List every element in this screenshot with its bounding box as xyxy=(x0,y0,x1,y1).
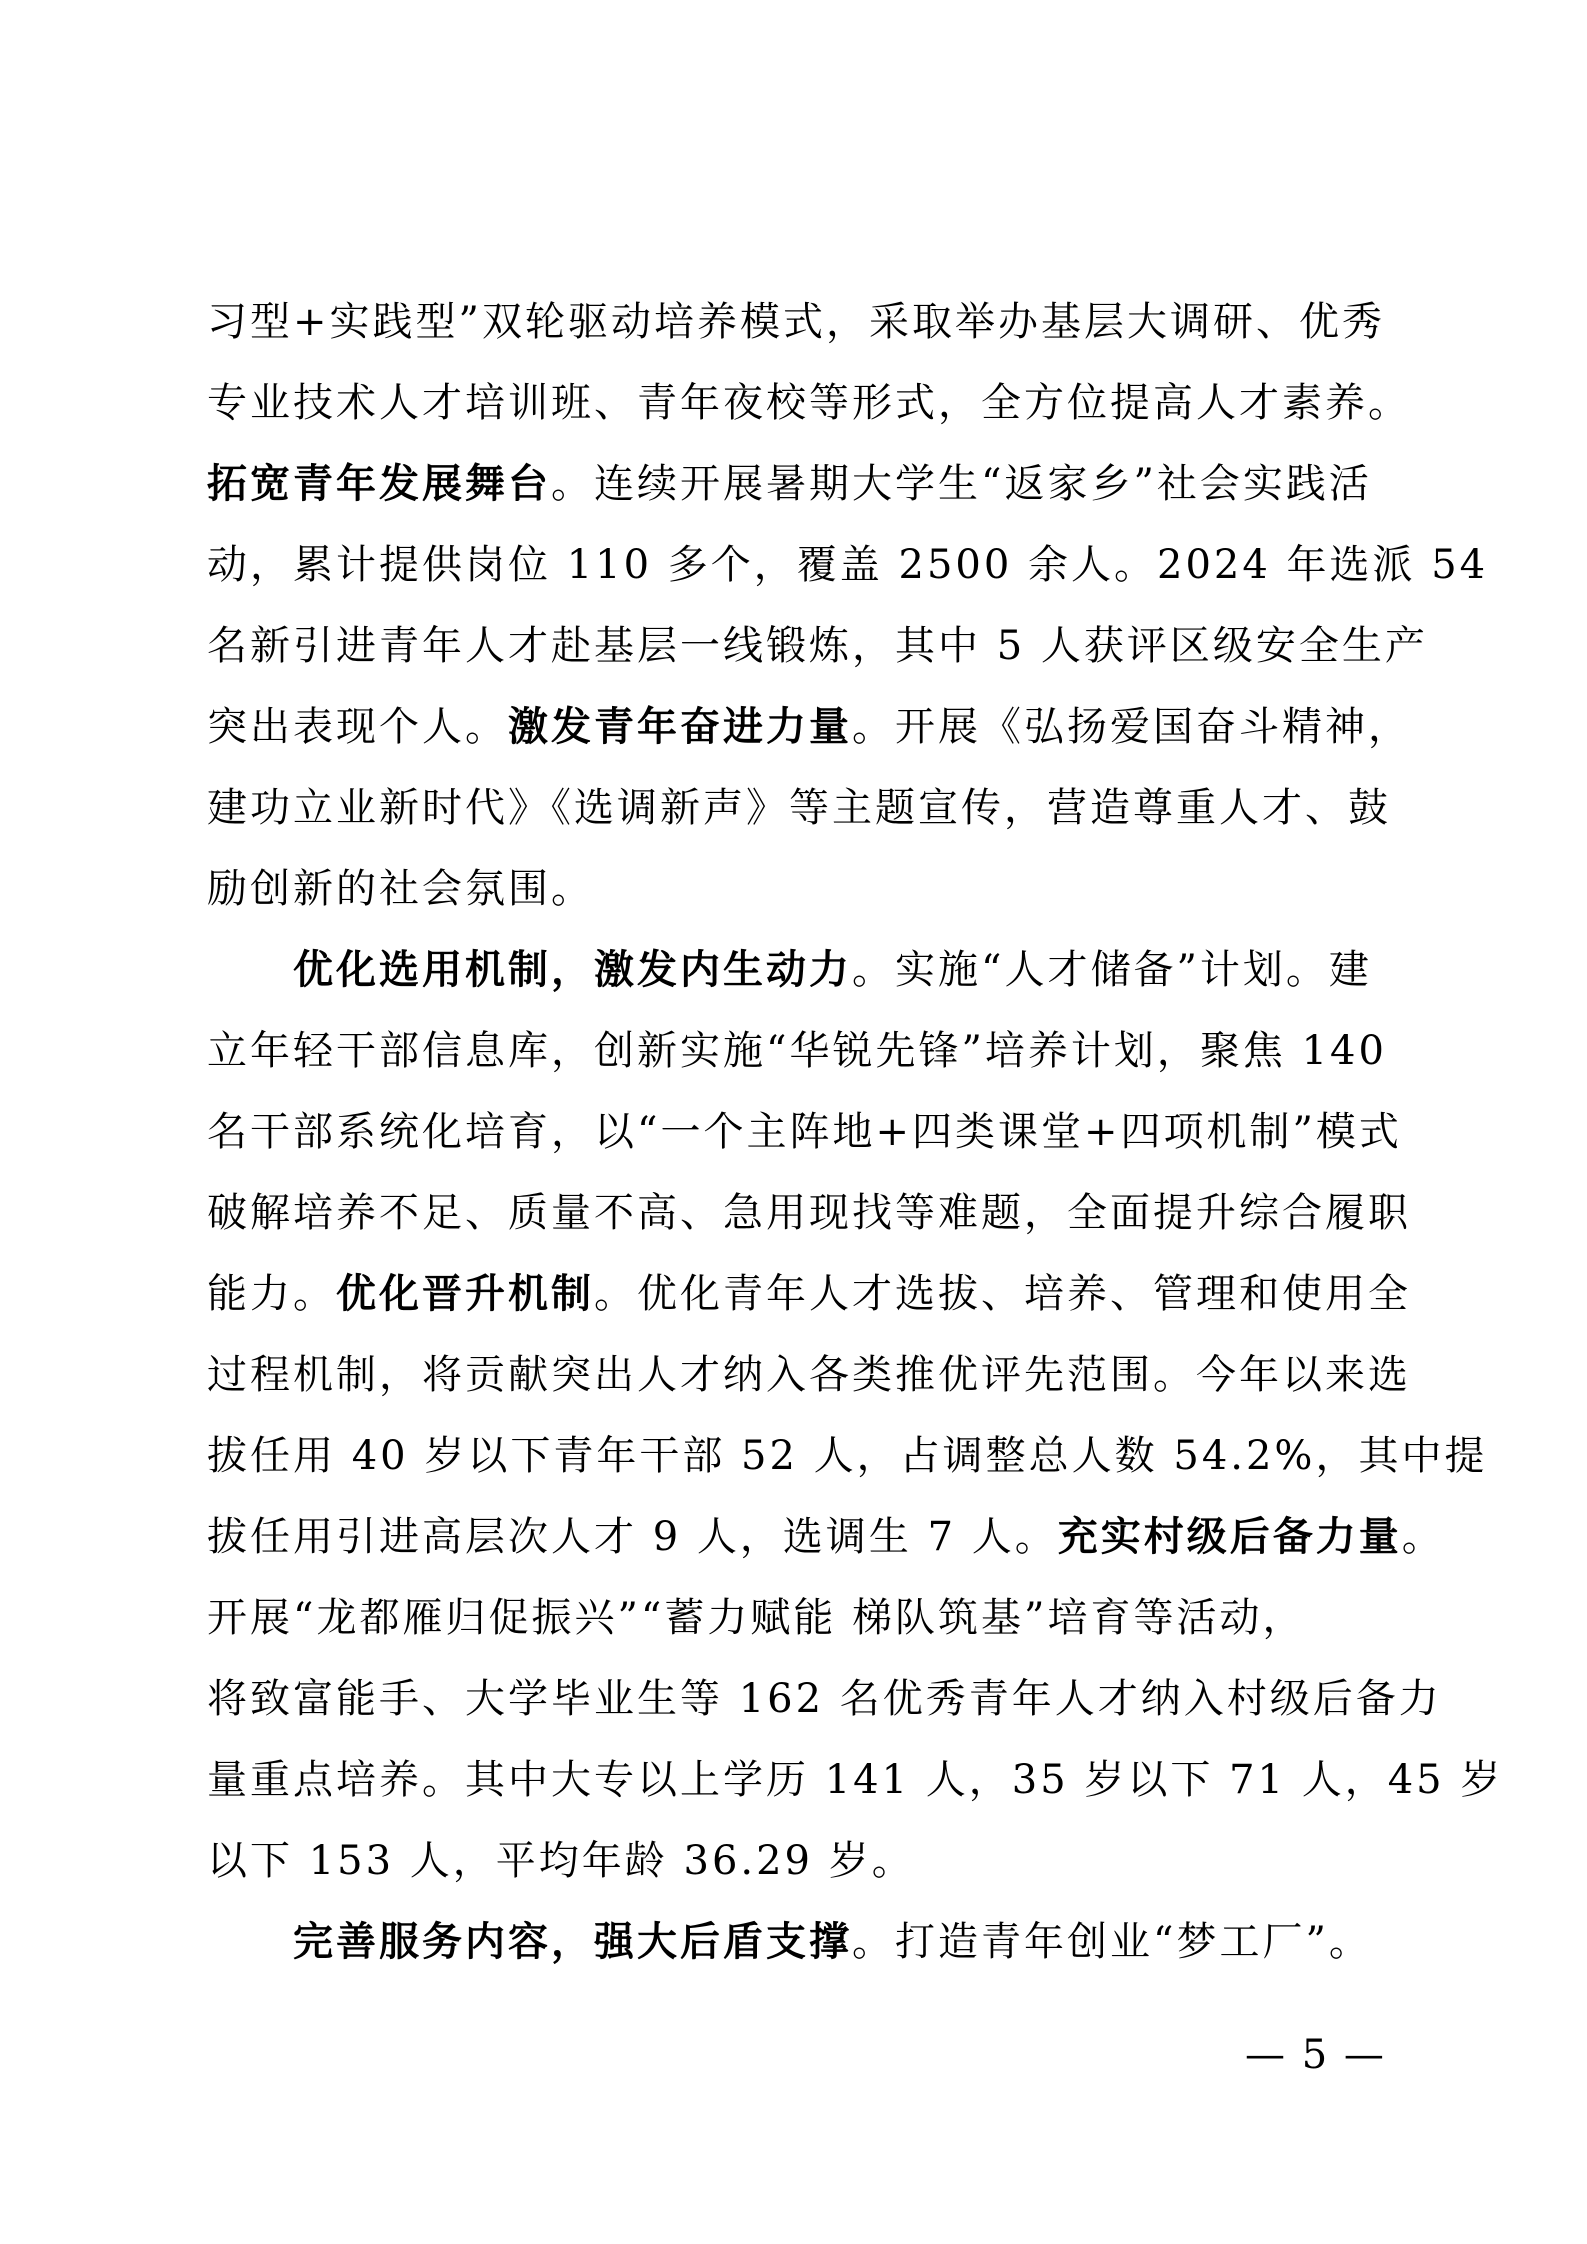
text-segment: 名新引进青年人才赴基层一线锻炼，其中 5 人获评区级安全生产 xyxy=(207,623,1428,669)
text-segment: 建功立业新时代》《选调新声》等主题宣传，营造尊重人才、鼓 xyxy=(207,785,1391,831)
text-line xyxy=(207,1821,1385,1902)
text-line xyxy=(207,849,1385,930)
text-segment xyxy=(207,1919,293,1965)
text-line xyxy=(207,606,1428,687)
text-segment: 。打造青年创业“梦工厂”。 xyxy=(852,1919,1372,1965)
text-segment: 开展“龙都雁归促振兴”“蓄力赋能 梯队筑基”培育等活动， xyxy=(207,1595,1306,1641)
text-segment: 习型+实践型”双轮驱动培养模式，采取举办基层大调研、优秀 xyxy=(207,299,1385,345)
text-segment: 动，累计提供岗位 110 多个，覆盖 2500 余人。2024 年选派 54 xyxy=(207,542,1489,588)
text-line xyxy=(207,930,1385,1011)
text-line xyxy=(207,444,1385,525)
text-line xyxy=(207,1497,1445,1578)
document-body xyxy=(207,282,1504,1983)
bold-heading-phrase: 激发青年奋进力量 xyxy=(508,704,852,750)
bold-heading-phrase: 完善服务内容，强大后盾支撑 xyxy=(293,1919,852,1965)
text-line xyxy=(207,1740,1504,1821)
text-segment: 。开展《弘扬爱国奋斗精神， xyxy=(852,704,1411,750)
text-line xyxy=(207,1254,1411,1335)
bold-heading-phrase: 拓宽青年发展舞台 xyxy=(207,461,551,507)
text-segment: 名干部系统化培育，以“一个主阵地+四类课堂+四项机制”模式 xyxy=(207,1109,1402,1155)
text-segment xyxy=(207,947,293,993)
text-segment: 励创新的社会氛围。 xyxy=(207,866,594,912)
text-segment: 立年轻干部信息库，创新实施“华锐先锋”培养计划，聚焦 140 xyxy=(207,1028,1387,1074)
text-segment: 拔任用引进高层次人才 9 人，选调生 7 人。 xyxy=(207,1514,1058,1560)
text-segment: 量重点培养。其中大专以上学历 141 人，35 岁以下 71 人，45 岁 xyxy=(207,1757,1504,1803)
text-line xyxy=(207,1416,1488,1497)
text-segment: 。实施“人才储备”计划。建 xyxy=(852,947,1372,993)
text-segment: 。 xyxy=(1401,1514,1445,1560)
text-segment: 能力。 xyxy=(207,1271,336,1317)
bold-heading-phrase: 优化晋升机制 xyxy=(336,1271,594,1317)
text-segment: 拔任用 40 岁以下青年干部 52 人，占调整总人数 54.2%，其中提 xyxy=(207,1433,1488,1479)
text-line xyxy=(207,1011,1385,1092)
text-line xyxy=(207,687,1411,768)
text-line xyxy=(207,525,1489,606)
bold-heading-phrase: 充实村级后备力量 xyxy=(1057,1514,1402,1560)
text-line xyxy=(207,282,1385,363)
text-segment: 。连续开展暑期大学生“返家乡”社会实践活 xyxy=(551,461,1372,507)
text-line xyxy=(207,1659,1442,1740)
text-line xyxy=(207,1902,1385,1983)
text-segment: 突出表现个人。 xyxy=(207,704,508,750)
text-segment: 。优化青年人才选拔、培养、管理和使用全 xyxy=(594,1271,1411,1317)
text-segment: 将致富能手、大学毕业生等 162 名优秀青年人才纳入村级后备力 xyxy=(207,1676,1442,1722)
text-segment: 专业技术人才培训班、青年夜校等形式，全方位提高人才素养。 xyxy=(207,380,1411,426)
text-line xyxy=(207,1173,1411,1254)
bold-heading-phrase: 优化选用机制，激发内生动力 xyxy=(293,947,852,993)
text-segment: 过程机制，将贡献突出人才纳入各类推优评先范围。今年以来选 xyxy=(207,1352,1411,1398)
text-segment: 破解培养不足、质量不高、急用现找等难题，全面提升综合履职 xyxy=(207,1190,1411,1236)
text-segment: 以下 153 人，平均年龄 36.29 岁。 xyxy=(207,1838,915,1884)
text-line xyxy=(207,1335,1411,1416)
text-line xyxy=(207,768,1391,849)
page-number: — 5 — xyxy=(1245,2032,1386,2078)
text-line xyxy=(207,1578,1385,1659)
text-line xyxy=(207,1092,1402,1173)
text-line xyxy=(207,363,1411,444)
